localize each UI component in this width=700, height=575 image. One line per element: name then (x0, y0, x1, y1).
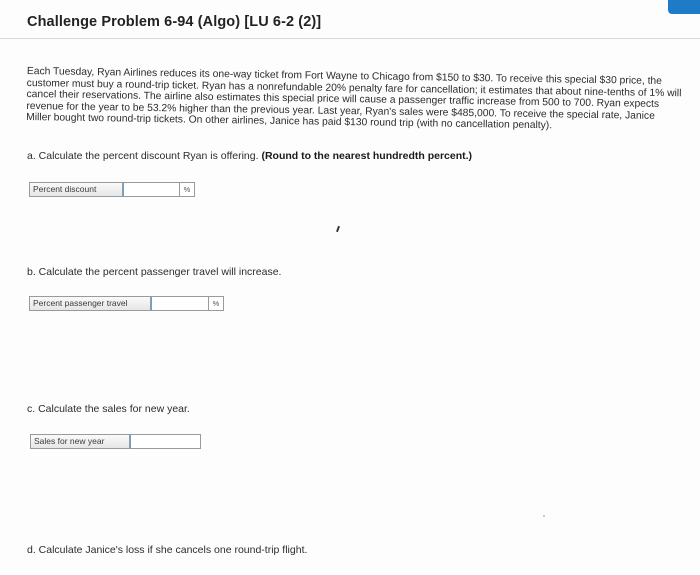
answer-row-a (29, 182, 195, 197)
title-divider (0, 38, 700, 39)
corner-badge[interactable] (668, 0, 700, 14)
question-c-text: c. Calculate the sales for new year. (27, 403, 190, 415)
problem-statement: Each Tuesday, Ryan Airlines reduces its one-way ticket from Fort Wayne to Chicago from $150 to $30. To receive this special $30 price, the customer must buy a round-trip ticket. Ryan has a nonrefundable 20% penalty fare for cancellation; it estimates that about nine-tenths of 1% will cancel their reservations. The airline also estimates this special price will cause a passenger traffic increase from 500 to 700. Ryan expects revenue for the year to be 53.2% higher than the previous year. Last year, Ryan's sales were $485,000. To receive the special rate, Janice Miller bought two round-trip tickets. On other airlines, Janice has paid $130 round trip (with no cancellation penalty). (26, 66, 682, 132)
sales-new-year-input[interactable] (130, 434, 201, 449)
answer-row-c (30, 434, 201, 449)
stray-dot (543, 515, 545, 517)
page-title: Challenge Problem 6-94 (Algo) [LU 6-2 (2)] (27, 14, 322, 30)
stray-mark (336, 226, 340, 232)
percent-passenger-travel-input[interactable] (151, 296, 209, 311)
question-d (27, 544, 307, 556)
percent-passenger-travel-unit: % (209, 296, 224, 311)
question-b-text: b. Calculate the percent passenger travel will increase. (27, 266, 282, 278)
percent-passenger-travel-label: Percent passenger travel (29, 296, 151, 311)
question-a (27, 150, 472, 162)
answer-row-b (29, 296, 224, 311)
question-b (27, 266, 281, 278)
question-c (27, 403, 190, 415)
sales-new-year-label: Sales for new year (30, 434, 130, 449)
percent-discount-unit: % (180, 182, 195, 197)
question-a-text: a. Calculate the percent discount Ryan is offering. (27, 150, 259, 162)
percent-discount-input[interactable] (123, 182, 180, 197)
question-d-text: d. Calculate Janice's loss if she cancels one round-trip flight. (27, 544, 308, 556)
percent-discount-label: Percent discount (29, 182, 123, 197)
question-a-instruction: (Round to the nearest hundredth percent.) (261, 150, 473, 162)
